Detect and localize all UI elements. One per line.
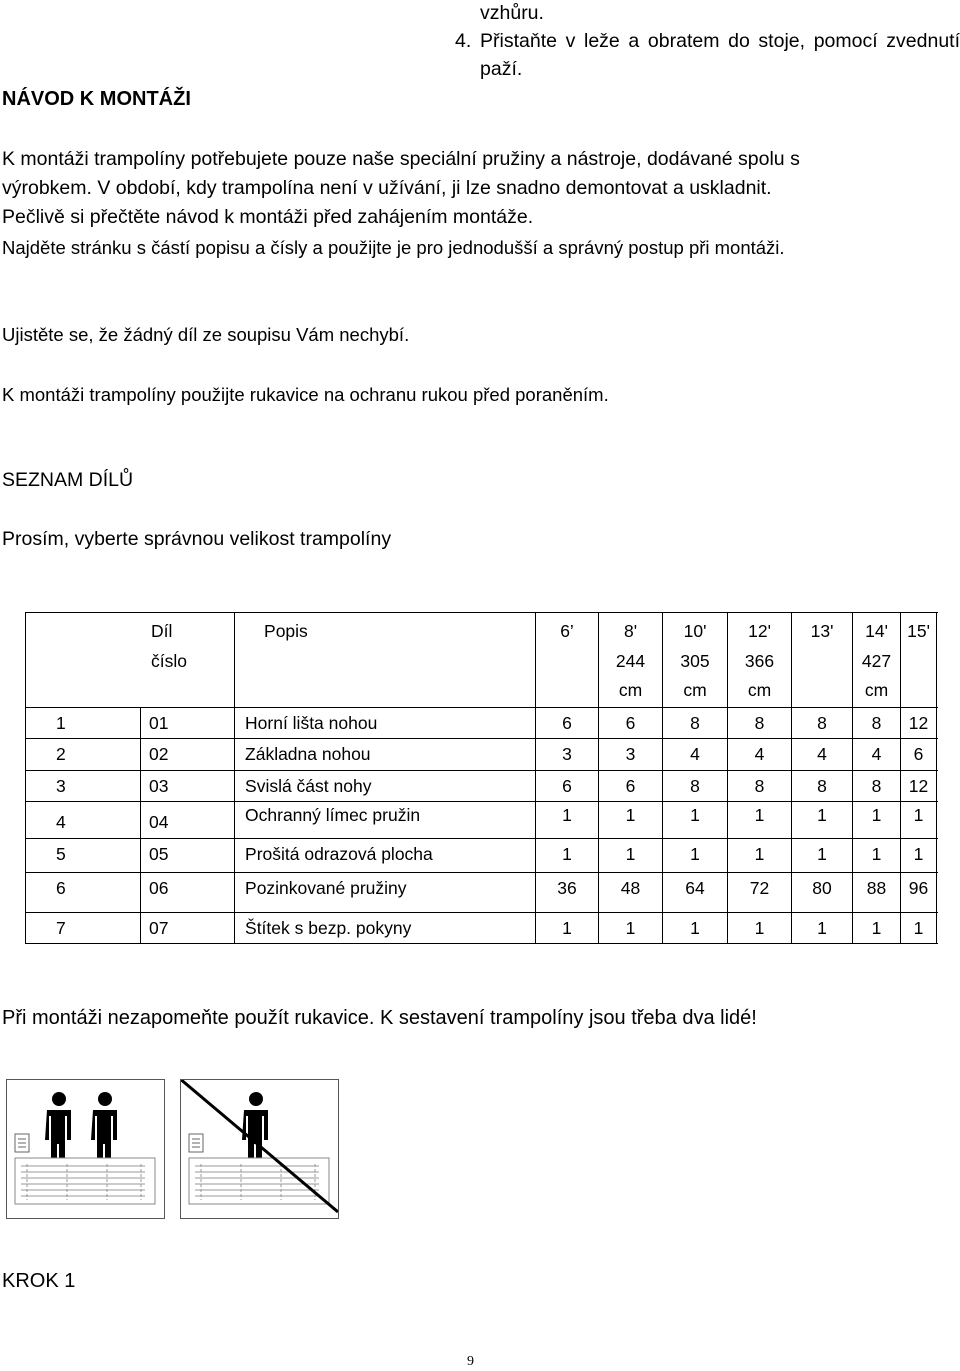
quantity-cell: 1 (728, 838, 792, 872)
size-header-label: 12' (748, 621, 771, 641)
quantity-cell: 1 (536, 912, 599, 943)
size-header-cm-value: 244 (615, 650, 646, 671)
size-selection-note: Prosím, vyberte správnou velikost trampolíny (2, 528, 392, 550)
size-header-6ft (536, 613, 599, 708)
size-header-cm-value: 366 (744, 650, 775, 671)
quantity-cell: 1 (853, 912, 901, 943)
quantity-cell: 8 (663, 770, 728, 801)
table-row (26, 739, 937, 770)
quantity-cell: 6 (536, 707, 599, 738)
quantity-cell: 1 (853, 838, 901, 872)
table-row (26, 912, 937, 943)
instruction-paragraph: K montáži trampolíny použijte rukavice na ochranu rukou před poraněním. (2, 384, 609, 405)
quantity-cell: 4 (728, 739, 792, 770)
quantity-cell: 8 (728, 770, 792, 801)
step-title: KROK 1 (2, 1270, 76, 1292)
quantity-cell: 8 (853, 707, 901, 738)
page-number: 9 (467, 1354, 474, 1369)
size-header-10ft (663, 613, 728, 708)
size-header-label: 15' (907, 621, 930, 641)
size-header-14ft (853, 613, 901, 708)
previous-list-continuation: vzhůru. (480, 2, 544, 24)
quantity-cell: 1 (663, 838, 728, 872)
quantity-cell: 12 (901, 770, 937, 801)
row-index-cell: 5 (26, 838, 141, 872)
description-cell: Štítek s bezp. pokyny (235, 912, 536, 943)
quantity-cell: 6 (901, 739, 937, 770)
quantity-cell: 64 (663, 873, 728, 913)
part-number-cell: 07 (141, 912, 235, 943)
size-header-unit: cm (618, 680, 643, 700)
quantity-cell: 3 (536, 739, 599, 770)
safety-reminder: Při montáži nezapomeňte použít rukavice. K sestavení trampolíny jsou třeba dva lidé! (2, 1007, 757, 1029)
size-header-unit: cm (683, 680, 707, 700)
row-index-cell: 3 (26, 770, 141, 801)
quantity-cell: 6 (599, 707, 663, 738)
size-header-12ft (728, 613, 792, 708)
row-index-cell: 2 (26, 739, 141, 770)
quantity-cell: 1 (792, 838, 853, 872)
description-cell: Pozinkované pružiny (235, 873, 536, 913)
table-row (26, 838, 937, 872)
quantity-cell: 1 (792, 912, 853, 943)
quantity-cell: 4 (853, 739, 901, 770)
quantity-cell: 1 (536, 838, 599, 872)
parts-table (25, 612, 937, 944)
part-number-cell: 03 (141, 770, 235, 801)
intro-line: K montáži trampolíny potřebujete pouze naše speciální pružiny a nástroje, dodávané spolu s (2, 148, 800, 170)
quantity-cell: 1 (728, 802, 792, 838)
quantity-cell: 1 (901, 912, 937, 943)
two-people-assembly-icon (6, 1079, 165, 1219)
size-header-unit: cm (747, 680, 772, 700)
size-header-8ft (599, 613, 663, 708)
table-header-row (26, 613, 937, 708)
quantity-cell: 1 (728, 912, 792, 943)
quantity-cell: 1 (901, 802, 937, 838)
description-header: Popis (235, 613, 536, 708)
quantity-cell: 1 (901, 838, 937, 872)
intro-line: výrobkem. V období, kdy trampolína není v užívání, ji lze snadno demontovat a uskladnit. (2, 177, 772, 199)
instruction-item-text: Přistaňte v leže a obratem do stoje, pomocí zvednutí paží. (480, 30, 960, 80)
quantity-cell: 1 (536, 802, 599, 838)
part-number-header (26, 613, 235, 708)
size-header-label: 13' (810, 621, 834, 641)
part-number-header-line: číslo (151, 650, 187, 671)
description-cell: Prošitá odrazová plocha (235, 838, 536, 872)
quantity-cell: 8 (792, 707, 853, 738)
part-number-cell: 06 (141, 873, 235, 913)
quantity-cell: 8 (853, 770, 901, 801)
quantity-cell: 48 (599, 873, 663, 913)
size-header-label: 8' (623, 621, 638, 641)
instruction-item-number: 4. (455, 30, 472, 52)
row-index-cell: 7 (26, 912, 141, 943)
part-number-cell: 04 (141, 802, 235, 838)
size-header-15ft (901, 613, 937, 708)
quantity-cell: 6 (599, 770, 663, 801)
quantity-cell: 1 (599, 802, 663, 838)
size-header-label: 6’ (560, 621, 574, 641)
quantity-cell: 8 (792, 770, 853, 801)
instruction-item-4 (455, 27, 960, 83)
description-cell: Horní lišta nohou (235, 707, 536, 738)
intro-line: Pečlivě si přečtěte návod k montáži před zahájením montáže. (2, 206, 534, 228)
size-header-13ft (792, 613, 853, 708)
quantity-cell: 1 (853, 802, 901, 838)
description-cell: Základna nohou (235, 739, 536, 770)
quantity-cell: 4 (663, 739, 728, 770)
parts-list-heading: SEZNAM DÍLŮ (2, 469, 134, 491)
size-header-cm-value: 305 (680, 650, 710, 671)
row-index-cell: 4 (26, 802, 141, 838)
description-cell: Svislá část nohy (235, 770, 536, 801)
description-cell: Ochranný límec pružin (235, 802, 536, 838)
quantity-cell: 3 (599, 739, 663, 770)
table-row (26, 770, 937, 801)
row-index-cell: 6 (26, 873, 141, 913)
instruction-paragraph: Najděte stránku s částí popisu a čísly a použijte je pro jednodušší a správný postup při montáži. (2, 237, 785, 258)
row-index-cell: 1 (26, 707, 141, 738)
page-title: NÁVOD K MONTÁŽI (2, 88, 191, 110)
instruction-paragraph: Ujistěte se, že žádný díl ze soupisu Vám nechybí. (2, 324, 410, 345)
part-number-header-line: Díl (151, 621, 173, 641)
quantity-cell: 36 (536, 873, 599, 913)
part-number-cell: 01 (141, 707, 235, 738)
quantity-cell: 96 (901, 873, 937, 913)
quantity-cell: 72 (728, 873, 792, 913)
size-header-label: 14' (865, 621, 888, 641)
table-row (26, 707, 937, 738)
quantity-cell: 1 (663, 802, 728, 838)
quantity-cell: 4 (792, 739, 853, 770)
quantity-cell: 1 (599, 912, 663, 943)
size-header-label: 10' (683, 621, 707, 641)
part-number-cell: 02 (141, 739, 235, 770)
quantity-cell: 80 (792, 873, 853, 913)
quantity-cell: 8 (728, 707, 792, 738)
quantity-cell: 88 (853, 873, 901, 913)
quantity-cell: 1 (599, 838, 663, 872)
table-row (26, 802, 937, 838)
table-row (26, 873, 937, 913)
quantity-cell: 12 (901, 707, 937, 738)
part-number-cell: 05 (141, 838, 235, 872)
size-header-cm-value: 427 (861, 650, 892, 671)
intro-paragraph (2, 145, 959, 232)
quantity-cell: 1 (792, 802, 853, 838)
size-header-unit: cm (864, 680, 889, 700)
quantity-cell: 8 (663, 707, 728, 738)
quantity-cell: 1 (663, 912, 728, 943)
quantity-cell: 6 (536, 770, 599, 801)
one-person-crossed-out-icon (180, 1079, 339, 1219)
